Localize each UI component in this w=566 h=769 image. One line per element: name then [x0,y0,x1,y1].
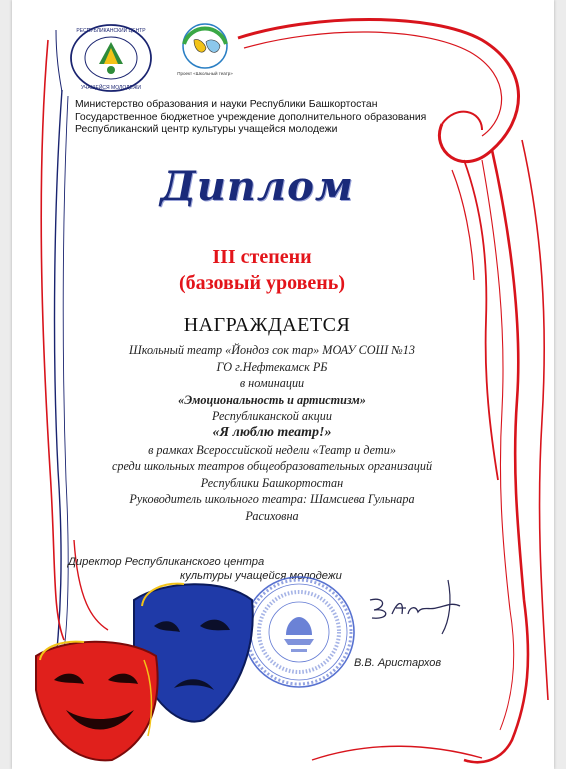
action-name: «Я люблю театр!» [212,424,332,440]
leader-line: Руководитель школьного театра: Шамсиева Гульнара [129,492,415,507]
official-stamp [240,573,358,691]
nomination-intro: в номинации [239,376,305,391]
diploma-page [12,0,554,769]
school-theatre-caption: Проект «Школьный театр» [177,71,233,76]
theatre-masks-icon [24,560,254,765]
week-line: в рамках Всероссийской недели «Театр и дети» [148,442,396,457]
org-line-center: Республиканский центр культуры учащейся молодежи [75,124,338,136]
school-theatre-logo [170,22,240,92]
org-line-ministry: Министерство образования и науки Республики Башкортостан [75,99,378,110]
scope-line: среди школьных театров общеобразовательных организаций [111,459,433,474]
org-line-institution: Государственное бюджетное учреждение дополнительного образования [75,111,427,123]
degree-category: (базовый уровень) [178,272,346,294]
degree-level: III степени [212,246,312,268]
leader-patronymic: Расиховна [245,508,299,523]
degree-block [132,244,392,296]
center-culture-logo [66,22,156,94]
director-title-line1: Директор Республиканского центра [68,556,265,568]
diploma-title: Диплом [160,163,354,210]
organization-header [75,99,495,137]
region-line: Республики Башкортостан [200,475,344,490]
awarded-heading: НАГРАЖДАЕТСЯ [183,314,351,336]
svg-text:УЧАЩЕЙСЯ МОЛОДЕЖИ: УЧАЩЕЙСЯ МОЛОДЕЖИ [80,85,142,91]
director-title-line2: культуры учащейся молодежи [180,570,342,582]
recipient-location: ГО г.Нефтекамск РБ [216,359,328,374]
svg-text:РЕСПУБЛИКАНСКИЙ ЦЕНТР: РЕСПУБЛИКАНСКИЙ ЦЕНТР [76,28,146,34]
action-intro: Республиканской акции [212,409,332,424]
nomination-name: «Эмоциональность и артистизм» [178,392,366,407]
recipient-line: Школьный театр «Йондоз сок тар» МОАУ СОШ №13 [129,343,415,357]
director-signature [356,570,476,640]
signer-name: В.В. Аристархов [354,657,442,669]
award-details [82,342,462,525]
